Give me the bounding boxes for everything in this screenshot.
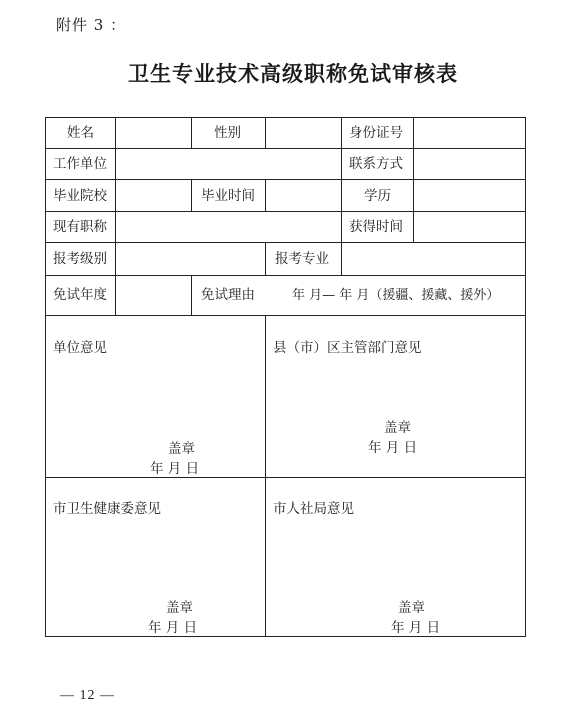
city-health-opinion-label: 市卫生健康委意见 — [53, 501, 161, 517]
col-divider — [191, 179, 192, 211]
col-divider — [341, 242, 342, 275]
col-divider — [265, 242, 266, 275]
col-divider — [115, 118, 116, 315]
row-divider — [46, 242, 525, 243]
row-divider — [46, 315, 525, 316]
city-health-stamp-label: 盖章 — [166, 600, 193, 616]
col-divider — [265, 315, 266, 637]
contact-label: 联系方式 — [349, 156, 403, 172]
col-divider — [191, 275, 192, 315]
hrss-date-label: 年 月 日 — [391, 620, 441, 636]
row-divider — [46, 211, 525, 212]
obtain-time-label: 获得时间 — [349, 219, 403, 235]
current-title-label: 现有职称 — [53, 219, 107, 235]
id-number-label: 身份证号 — [349, 125, 403, 141]
col-divider — [413, 118, 414, 242]
apply-level-label: 报考级别 — [53, 251, 107, 267]
county-stamp-label: 盖章 — [384, 420, 411, 436]
unit-opinion-label: 单位意见 — [53, 340, 107, 356]
workplace-label: 工作单位 — [53, 156, 107, 172]
exempt-year-label: 免试年度 — [53, 287, 107, 303]
hrss-opinion-label: 市人社局意见 — [273, 501, 354, 517]
county-date-label: 年 月 日 — [368, 440, 418, 456]
review-form-table — [45, 117, 526, 637]
school-label: 毕业院校 — [53, 188, 107, 204]
name-label: 姓名 — [67, 125, 94, 141]
col-divider — [341, 118, 342, 242]
unit-stamp-label: 盖章 — [168, 441, 195, 457]
gender-label: 性别 — [214, 125, 241, 141]
row-divider — [46, 148, 525, 149]
exempt-reason-value: 年 月— 年 月（援疆、援藏、援外） — [292, 288, 500, 303]
col-divider — [265, 118, 266, 148]
unit-date-label: 年 月 日 — [150, 461, 200, 477]
col-divider — [265, 179, 266, 211]
row-divider — [46, 275, 525, 276]
row-divider — [46, 477, 525, 478]
annex-label: 附件 3 ： — [56, 16, 127, 34]
graduation-time-label: 毕业时间 — [201, 188, 255, 204]
county-opinion-label: 县（市）区主管部门意见 — [273, 340, 422, 356]
page-number: — 12 — — [60, 688, 115, 703]
exempt-reason-label: 免试理由 — [201, 287, 255, 303]
hrss-stamp-label: 盖章 — [398, 600, 425, 616]
col-divider — [191, 118, 192, 148]
apply-major-label: 报考专业 — [275, 251, 329, 267]
degree-label: 学历 — [364, 188, 391, 204]
row-divider — [46, 179, 525, 180]
page-title: 卫生专业技术高级职称免试审核表 — [128, 61, 458, 86]
city-health-date-label: 年 月 日 — [148, 620, 198, 636]
